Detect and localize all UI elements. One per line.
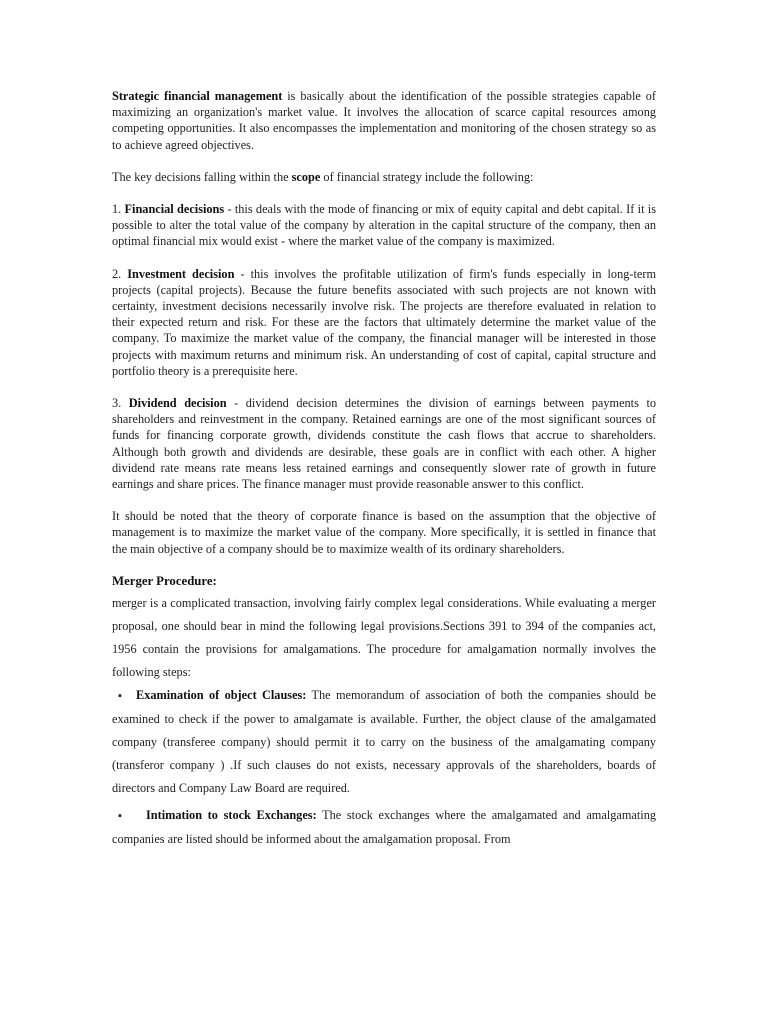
investment-decision-paragraph — [112, 266, 656, 379]
merger-step-text: The stock exchanges where the amalgamated and amalgamating companies are listed should be informed about the amalgamation proposal. From — [112, 807, 656, 846]
financial-decisions-paragraph — [112, 201, 656, 250]
bullet-square-icon: ▪ — [118, 809, 122, 822]
merger-intro-paragraph: merger is a complicated transaction, involving fairly complex legal considerations. While evaluating a merger proposal, one should bear in mind the following legal provisions.Sections 391 to 394 of the companies act, 1956 contain the provisions for amalgamations. The procedure for amalgamation normally involves the following steps: — [112, 595, 656, 679]
intro-paragraph — [112, 88, 656, 153]
scope-after: of financial strategy include the following: — [320, 169, 534, 184]
scope-term: scope — [291, 169, 321, 184]
decision-title: Financial decisions — [124, 202, 225, 217]
decision-text: - this deals with the mode of financing or mix of equity capital and debt capital. If it is possible to alter the total value of the company by alteration in the capital structure of the company, then an optimal financial mix would exist - where the market value of the company is maximized. — [112, 202, 657, 249]
scope-before: The key decisions falling within the — [112, 169, 292, 184]
merger-step-text: The memorandum of association of both the companies should be examined to check if the power to amalgamate is available. Further, the object clause of the amalgamated company (transferee company) should permit it to carry on the business of the amalgamating company (transferor company ) .If such clauses do not exists, necessary approvals of the shareholders, boards of directors and Company Law Board are required. — [112, 687, 656, 795]
intro-text: is basically about the identification of the possible strategies capable of maximizing an organization's market value. It involves the allocation of scarce capital resources among competing opportunities. It also encompasses the implementation and monitoring of the chosen strategy so as to achieve agreed objectives. — [112, 89, 656, 152]
decision-text: - this involves the profitable utilization of firm's funds especially in long-term projects (capital projects). Because the future benefits associated with such projects are not known with certainty, investment decisions necessarily involve risk. The projects are therefore evaluated in relation to their expected return and risk. For these are the factors that ultimately determine the market value of the company. To maximize the market value of the company, the financial manager will be interested in those projects with maximum returns and minimum risk. An understanding of cost of capital, capital structure and portfolio theory is a prerequisite here. — [112, 266, 657, 378]
decision-number: 2. — [112, 266, 128, 281]
merger-step-stock-exchanges — [112, 804, 656, 851]
dividend-decision-paragraph — [112, 395, 656, 492]
decision-text: - dividend decision determines the division of earnings between payments to shareholders and reinvestment in the company. Retained earnings are one of the most significant sources of funds for financing corporate growth, dividends constitute the cash flows that accrue to shareholders. Although both growth and dividends are desirable, these goals are in conflict with each other. A higher dividend rate means rate means less retained earnings and consequently slower rate of growth in future earnings and share prices. The finance manager must provide reasonable answer to this conflict. — [112, 396, 657, 492]
document-page — [112, 88, 656, 855]
scope-paragraph — [112, 169, 656, 185]
bullet-square-icon: ▪ — [118, 689, 122, 702]
conclusion-paragraph: It should be noted that the theory of corporate finance is based on the assumption that the objective of management is to maximize the market value of the company. More specifically, it is settled in finance that the main objective of a company should be to maximize wealth of its ordinary shareholders. — [112, 509, 656, 556]
intro-term: Strategic financial management — [112, 89, 283, 103]
merger-step-title: Examination of object Clauses: — [136, 687, 307, 702]
decision-number: 1. — [112, 202, 125, 217]
decision-title: Investment decision — [127, 266, 235, 281]
merger-heading: Merger Procedure: — [112, 573, 217, 588]
decision-number: 3. — [112, 396, 129, 411]
merger-step-object-clauses — [112, 684, 656, 800]
decision-title: Dividend decision — [128, 396, 227, 411]
merger-step-title: Intimation to stock Exchanges: — [146, 807, 317, 822]
